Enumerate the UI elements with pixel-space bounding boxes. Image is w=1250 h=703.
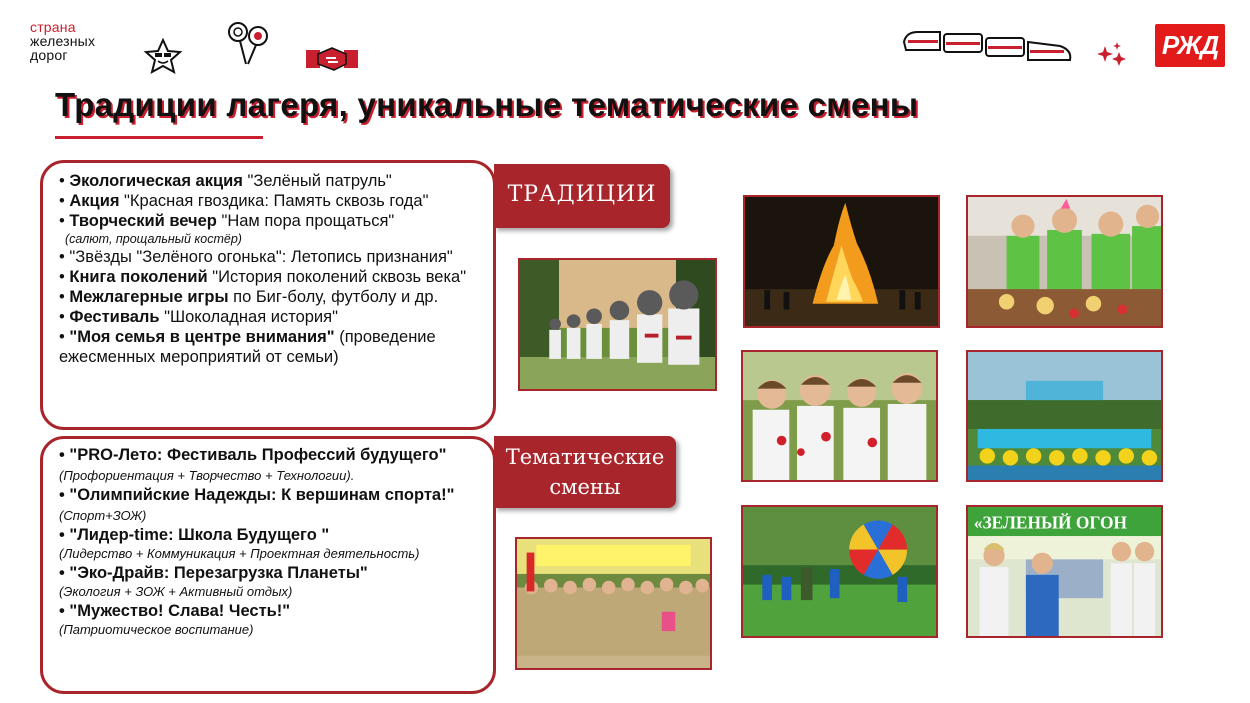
rzd-logo: [1155, 24, 1225, 67]
sparkle-stars-icon: [1097, 42, 1129, 70]
tradition-item-title: Акция: [69, 192, 120, 210]
themes-label-line-2: смены: [549, 475, 621, 499]
train-icon: [900, 22, 1078, 68]
photo-bonfire: [743, 195, 940, 328]
photo-bigball-game: [741, 505, 938, 638]
theme-item: • "Лидер-time: Школа Будущего " (Лидерство + Коммуникация + Проектная деятельность): [59, 525, 479, 563]
tradition-item-text: "Зелёный патруль": [242, 172, 392, 190]
theme-item-title: "Мужество! Слава! Честь!": [69, 602, 291, 620]
themes-list: [59, 445, 479, 639]
photo-group-camp: [515, 537, 712, 670]
photo-camp-assembly: [966, 350, 1163, 482]
theme-item-title: "Лидер-time: Школа Будущего ": [69, 526, 330, 544]
theme-item-title: "Олимпийские Надежды: К вершинам спорта!": [69, 486, 455, 504]
theme-item-note: (Патриотическое воспитание): [59, 622, 254, 637]
tradition-item-title: Творческий вечер: [69, 212, 217, 230]
photo-memorial-busts: [518, 258, 717, 391]
tradition-item: • "Моя семья в центре внимания" (проведение ежесменных мероприятий от семьи): [59, 328, 436, 366]
tradition-item: • Межлагерные игры по Биг-болу, футболу и др.: [59, 288, 439, 306]
traditions-label: ТРАДИЦИИ: [494, 164, 670, 228]
tradition-item-text: по Биг-болу, футболу и др.: [228, 288, 439, 306]
tradition-item-note: (салют, прощальный костёр): [65, 232, 242, 246]
brand-logo-text: [30, 20, 95, 62]
tradition-item: • Акция "Красная гвоздика: Память сквозь года": [59, 192, 429, 210]
theme-item-title: "PRO-Лето: Фестиваль Профессий будущего": [69, 446, 447, 464]
themes-label-line-1: Тематические: [505, 445, 665, 469]
theme-item: • "Эко-Драйв: Перезагрузка Планеты" (Экология + ЗОЖ + Активный отдых): [59, 563, 479, 601]
brand-line-2: железных: [30, 33, 96, 49]
tradition-item-text: "Нам пора прощаться": [216, 212, 395, 230]
tradition-item-text: (проведение ежесменных мероприятий от семьи): [59, 328, 436, 366]
handshake-icon: [304, 44, 360, 74]
tradition-item: • Фестиваль "Шоколадная история": [59, 308, 338, 326]
photo-banner-text: «ЗЕЛЕНЫЙ ОГОН: [973, 512, 1128, 533]
theme-item: • "Мужество! Слава! Честь!" (Патриотическое воспитание): [59, 601, 479, 639]
star-mascot-icon: [143, 38, 183, 74]
photo-kids-food: [966, 195, 1163, 328]
tradition-item-title: Экологическая акция: [69, 172, 243, 190]
tradition-item-title: Фестиваль: [69, 308, 160, 326]
brand-line-3: дорог: [30, 47, 68, 63]
theme-item-note: (Экология + ЗОЖ + Активный отдых): [59, 584, 293, 599]
photo-ceremony-stage: [966, 505, 1163, 638]
tradition-item: • Книга поколений "История поколений сквозь века": [59, 268, 467, 286]
tradition-item: • Экологическая акция "Зелёный патруль": [59, 172, 392, 190]
tradition-item: • "Звёзды "Зелёного огонька": Летопись признания": [59, 248, 453, 266]
photo-kids-carnations: [741, 350, 938, 482]
tradition-item-text: "Красная гвоздика: Память сквозь года": [119, 192, 429, 210]
rzd-logo-text: РЖД: [1161, 30, 1219, 60]
theme-item: • "PRO-Лето: Фестиваль Профессий будущего" (Профориентация + Творчество + Технологии).: [59, 446, 447, 483]
themes-label: [494, 436, 676, 508]
page-title: Традиции лагеря, уникальные тематические смены: [55, 86, 919, 123]
tradition-item-title: "Моя семья в центре внимания": [69, 328, 335, 346]
brand-line-1: страна: [30, 19, 76, 35]
tradition-item-text: "История поколений сквозь века": [207, 268, 467, 286]
tradition-item-text: "Звёзды "Зелёного огонька": Летопись признания": [69, 248, 453, 266]
theme-item-note: (Спорт+ЗОЖ): [59, 508, 147, 523]
tradition-item-title: Книга поколений: [69, 268, 208, 286]
tradition-item-title: Межлагерные игры: [69, 288, 229, 306]
traditions-list: [59, 171, 479, 367]
title-underline: [55, 136, 263, 139]
signal-discs-icon: [226, 20, 270, 66]
tradition-item: • Творческий вечер "Нам пора прощаться" (салют, прощальный костёр): [59, 211, 479, 247]
theme-item-note: (Лидерство + Коммуникация + Проектная деятельность): [59, 546, 420, 561]
theme-item: • "Олимпийские Надежды: К вершинам спорта!" (Спорт+ЗОЖ): [59, 486, 455, 523]
traditions-list-box: [40, 160, 496, 430]
themes-list-box: [40, 436, 496, 694]
tradition-item-text: "Шоколадная история": [159, 308, 338, 326]
theme-item-note: (Профориентация + Творчество + Технологии).: [59, 468, 355, 483]
theme-item-title: "Эко-Драйв: Перезагрузка Планеты": [69, 564, 368, 582]
